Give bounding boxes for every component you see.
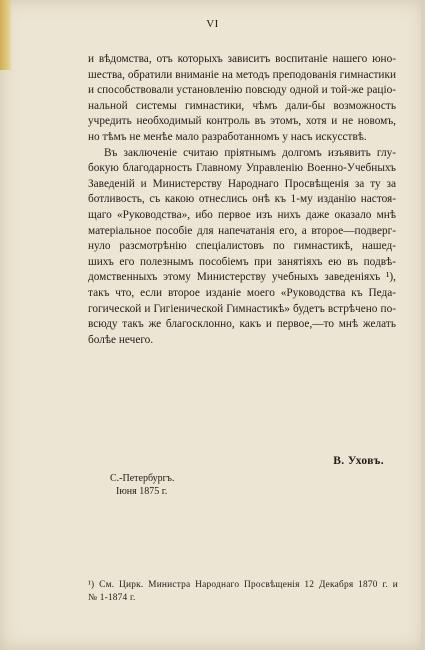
footnote-line: № 1-1874 г. xyxy=(88,593,136,603)
text-line: Въ заключеніе считаю пріятнымъ долгомъ изъявить глу- xyxy=(104,146,396,159)
page-stain xyxy=(0,0,12,70)
paragraph-2 xyxy=(88,146,396,349)
place-and-date xyxy=(110,472,174,498)
text-line: и вѣдомства, отъ которыхъ зависитъ воспитаніе нашего юно- xyxy=(88,53,396,65)
text-line: домственныхъ этому Министерству учебныхъ заведеніяхъ ¹), xyxy=(88,271,396,284)
text-line: такъ что, если второе изданіе моего «Руководства къ Педа- xyxy=(88,286,396,299)
text-line: ботливость, съ какою отнеслись онѣ къ 1-му изданію настоя- xyxy=(88,193,396,206)
text-line: гогической и Гигіенической Гимнастикѣ» будетъ встрѣчено по- xyxy=(88,302,396,315)
text-line: щаго «Руководства», ибо первое изъ нихъ даже оказало мнѣ xyxy=(88,208,396,221)
text-line: и способствовали установленію повсюду одной и той-же раціо- xyxy=(88,84,396,97)
author-signature: В. Уховъ. xyxy=(333,455,384,467)
body-text xyxy=(88,52,396,348)
page-edge xyxy=(421,0,425,650)
footnote xyxy=(88,579,398,605)
text-line: всюду такъ же благосклонно, какъ и первое,—то мнѣ желать xyxy=(88,318,396,331)
text-line: болѣе нечего. xyxy=(88,333,154,346)
signature-row xyxy=(88,455,396,471)
text-line: шества, обратили вниманіе на методъ преподованія гимнастики xyxy=(88,68,396,81)
text-line: бокую благодарность Главному Управленію Военно-Учебныхъ xyxy=(88,162,396,175)
paragraph-1 xyxy=(88,52,396,146)
footnote-line: ¹) См. Цирк. Министра Народнаго Просвѣщенія 12 Декабря 1870 г. и xyxy=(88,580,398,590)
text-line: нальной системы гимнастики, чѣмъ дали-бы возможность xyxy=(88,99,396,112)
text-line: но тѣмъ не менѣе мало разработанномъ у насъ искусствѣ. xyxy=(88,130,367,143)
date-line: Іюня 1875 г. xyxy=(116,486,168,497)
place-line: С.-Петербургъ. xyxy=(110,473,175,484)
text-line: матеріальное пособіе для напечатанія его, а второе—подверг- xyxy=(88,224,396,237)
text-line: учредить необходимый контроль въ этомъ, хотя и не новомъ, xyxy=(88,115,396,128)
text-line: Заведеній и Министерству Народнаго Просвѣщенія за ту за xyxy=(88,177,396,190)
text-line: нуло разсмотрѣнію спеціалистовъ по гимнастикѣ, нашед- xyxy=(88,240,396,253)
text-line: шихъ его полезнымъ пособіемъ при занятіяхъ ею въ подвѣ- xyxy=(88,255,396,268)
page-number: VI xyxy=(206,18,219,30)
